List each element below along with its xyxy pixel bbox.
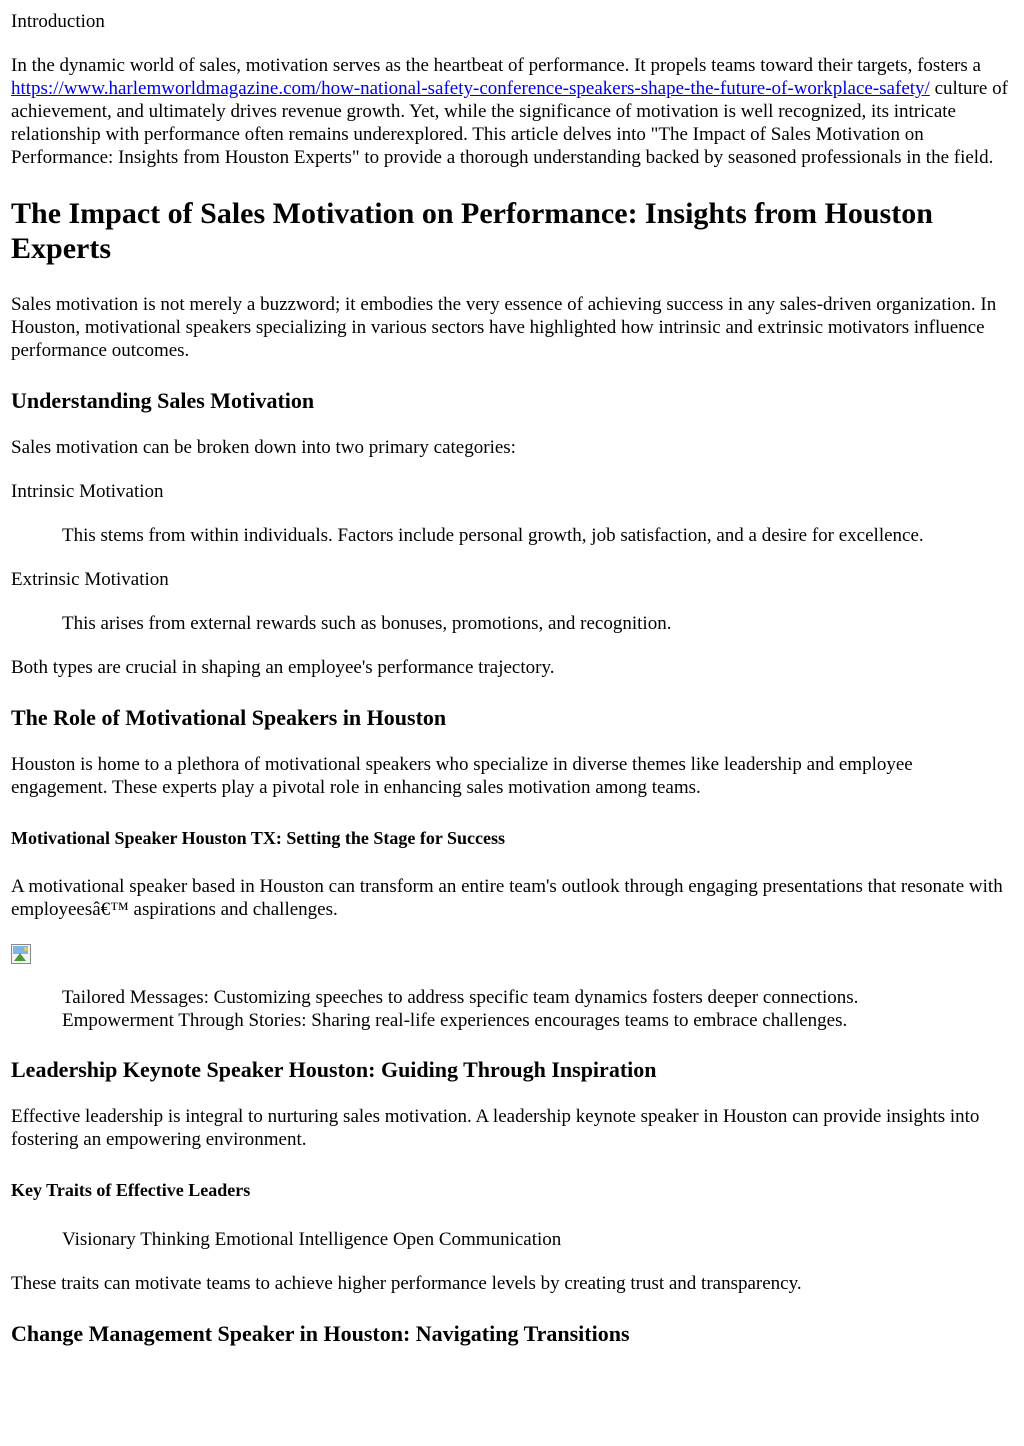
intro-text-part2: culture of achievement, and ultimately drives revenue growth. Yet, while the significance of motivation is well recognized, its intricate relationship with performance often remains underexplored. This article delves into "The Impact of Sales Motivation on Performance: Insights from Houston Experts" to provide a thorough understanding backed by seasoned professionals in the field. [11,78,1008,168]
intro-text-part1: In the dynamic world of sales, motivation serves as the heartbeat of performance. It propels teams toward their targets, fosters a [11,55,981,76]
main-paragraph: Sales motivation is not merely a buzzword; it embodies the very essence of achieving success in any sales-driven organization. In Houston, motivational speakers specializing in various sectors have highlighted how intrinsic and extrinsic motivators influence performance outcomes. [11,294,997,361]
speaker-tx-heading: Motivational Speaker Houston TX: Setting the Stage for Success [11,828,506,848]
motivation-summary: Both types are crucial in shaping an employee's performance trajectory. [11,657,555,678]
list-item: Tailored Messages: Customizing speeches to address specific team dynamics fosters deeper connections. [62,987,859,1008]
traits-paragraph: These traits can motivate teams to achieve higher performance levels by creating trust and transparency. [11,1273,802,1294]
list-item: Empowerment Through Stories: Sharing real-life experiences encourages teams to embrace challenges. [62,1010,848,1031]
change-heading: Change Management Speaker in Houston: Navigating Transitions [11,1321,630,1346]
leadership-heading: Leadership Keynote Speaker Houston: Guiding Through Inspiration [11,1057,657,1082]
page-title: The Impact of Sales Motivation on Performance: Insights from Houston Experts [11,197,933,265]
extrinsic-description: This arises from external rewards such as bonuses, promotions, and recognition. [62,613,672,634]
extrinsic-label: Extrinsic Motivation [11,569,169,590]
harlemworld-link[interactable]: https://www.harlemworldmagazine.com/how-national-safety-conference-speakers-shape-the-future-of-workplace-safety/ [11,78,930,99]
leadership-paragraph: Effective leadership is integral to nurturing sales motivation. A leadership keynote speaker in Houston can provide insights into fostering an empowering environment. [11,1106,980,1150]
role-heading: The Role of Motivational Speakers in Houston [11,705,447,730]
understanding-heading: Understanding Sales Motivation [11,388,315,413]
traits-heading: Key Traits of Effective Leaders [11,1180,251,1200]
intrinsic-description: This stems from within individuals. Factors include personal growth, job satisfaction, and a desire for excellence. [62,525,924,546]
intro-label: Introduction [11,11,105,32]
broken-image-icon [11,944,31,964]
intro-paragraph [11,54,1013,169]
understanding-paragraph: Sales motivation can be broken down into two primary categories: [11,437,516,458]
role-paragraph: Houston is home to a plethora of motivational speakers who specialize in diverse themes like leadership and employee engagement. These experts play a pivotal role in enhancing sales motivation among teams. [11,754,913,798]
traits-list: Visionary Thinking Emotional Intelligence Open Communication [62,1229,562,1250]
intrinsic-label: Intrinsic Motivation [11,481,164,502]
speaker-tx-paragraph: A motivational speaker based in Houston can transform an entire team's outlook through engaging presentations that resonate with employeesâ€™ aspirations and challenges. [11,876,1003,920]
speaker-tx-list [11,986,1013,1032]
